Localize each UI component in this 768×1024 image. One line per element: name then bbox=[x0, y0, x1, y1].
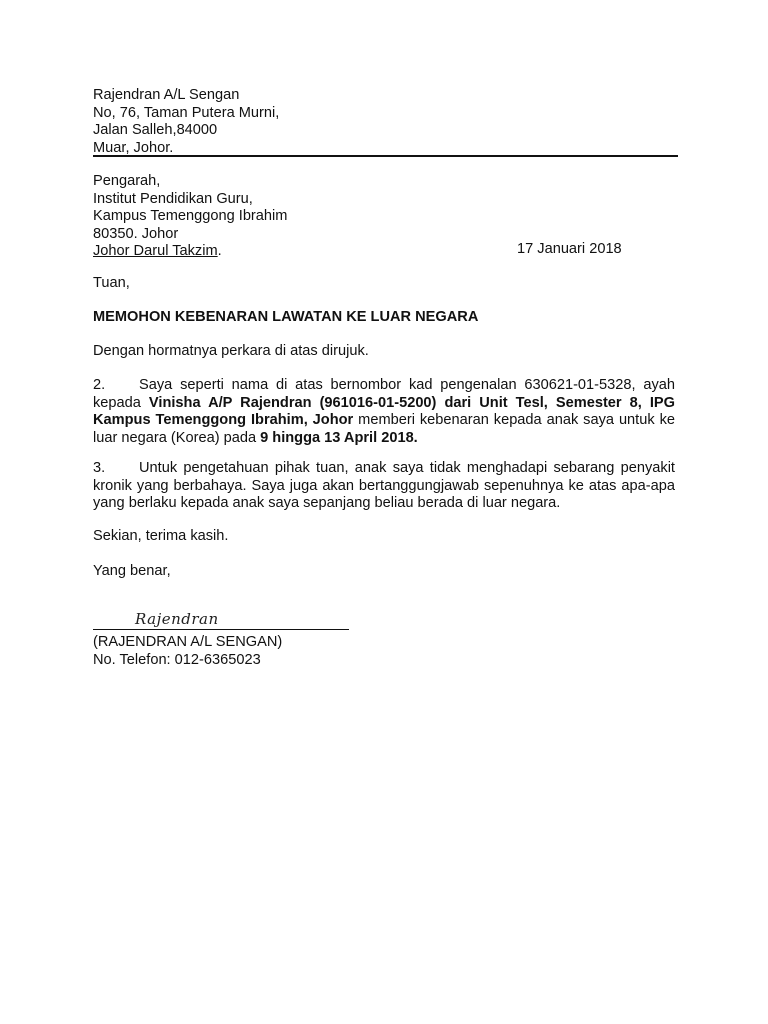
recipient-address bbox=[93, 173, 287, 261]
recipient-state-line bbox=[93, 243, 287, 261]
sender-address-line: No, 76, Taman Putera Murni, bbox=[93, 104, 280, 121]
paragraph-bold-text: 9 hingga 13 April 2018. bbox=[260, 429, 418, 446]
paragraph-number: 2. bbox=[93, 377, 106, 393]
signature-line bbox=[93, 629, 349, 630]
sender-address-line: Muar, Johor. bbox=[93, 139, 174, 156]
paragraph-text: Untuk pengetahuan pihak tuan, anak saya tidak menghadapi sebarang penyakit kronik yang berbahaya. Saya juga akan bertanggungjawab sepenuhnya ke atas apa-apa yang berlaku kepada anak saya sepanjang beliau berada di luar negara. bbox=[93, 460, 675, 511]
recipient-line: Kampus Temenggong Ibrahim bbox=[93, 208, 288, 224]
signer-name: (RAJENDRAN A/L SENGAN) bbox=[93, 634, 283, 650]
recipient-line: Institut Pendidikan Guru, bbox=[93, 190, 253, 207]
header-divider bbox=[93, 155, 678, 157]
recipient-state: Johor Darul Takzim bbox=[93, 243, 218, 259]
sender-name: Rajendran A/L Sengan bbox=[93, 87, 240, 103]
sender-address bbox=[93, 87, 279, 157]
paragraph-text: memberi kebenaran kepada anak saya untuk ke luar negara (Korea) pada bbox=[93, 412, 675, 446]
salutation: Tuan, bbox=[93, 275, 130, 291]
letter-date: 17 Januari 2018 bbox=[517, 241, 622, 257]
paragraph-3 bbox=[93, 460, 675, 513]
signature: Rajendran bbox=[135, 610, 219, 628]
paragraph-text: Saya seperti nama di atas bernombor kad pengenalan 630621-01-5328, ayah kepada bbox=[93, 377, 675, 411]
opening-line: Dengan hormatnya perkara di atas dirujuk. bbox=[93, 343, 369, 359]
paragraph-2 bbox=[93, 377, 675, 447]
paragraph-number: 3. bbox=[93, 460, 106, 476]
sender-address-line: Jalan Salleh,84000 bbox=[93, 122, 218, 138]
recipient-line: 80350. Johor bbox=[93, 225, 179, 242]
signoff-line: Yang benar, bbox=[93, 563, 171, 579]
recipient-state-suffix: . bbox=[217, 243, 222, 259]
letter-subject: MEMOHON KEBENARAN LAWATAN KE LUAR NEGARA bbox=[93, 309, 479, 325]
recipient-line: Pengarah, bbox=[93, 173, 161, 189]
closing-line: Sekian, terima kasih. bbox=[93, 528, 229, 544]
paragraph-bold-text: Vinisha A/P Rajendran (961016-01-5200) dari Unit Tesl, Semester 8, IPG Kampus Temenggong Ibrahim, Johor bbox=[93, 394, 675, 428]
signer-phone: No. Telefon: 012-6365023 bbox=[93, 652, 261, 668]
